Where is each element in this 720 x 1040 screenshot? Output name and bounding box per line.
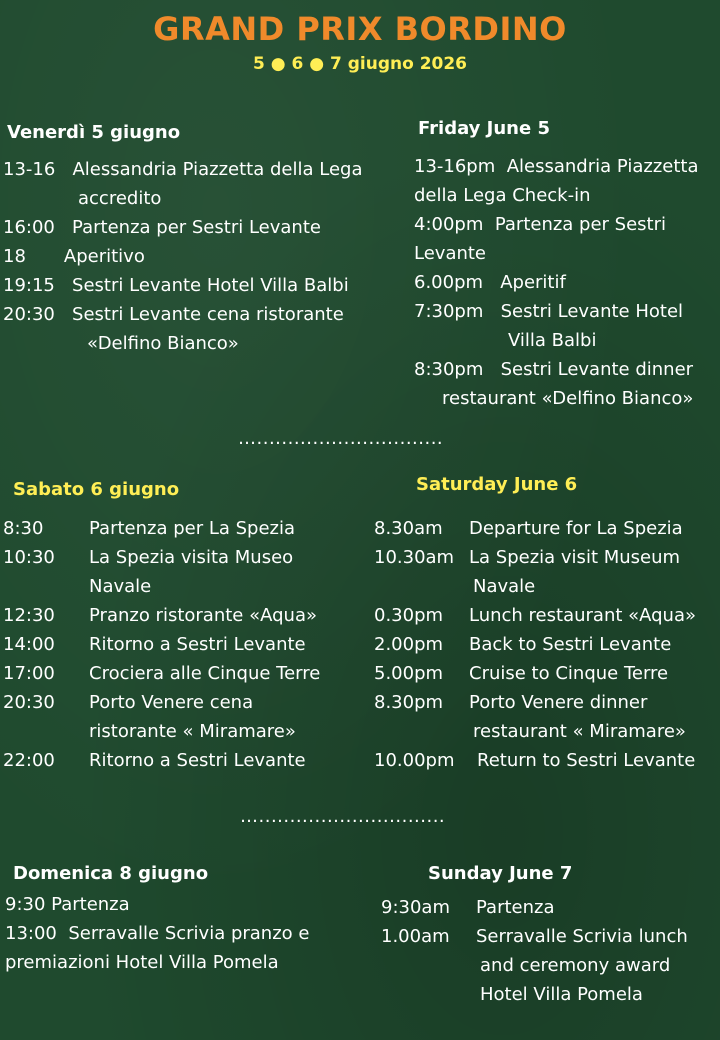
schedule-item: 5.00pm Cruise to Cinque Terre	[374, 663, 669, 684]
schedule-item: and ceremony award	[480, 955, 671, 976]
schedule-item: 13:00 Serravalle Scrivia pranzo e	[5, 923, 310, 944]
schedule-item: 20:30 Sestri Levante cena ristorante	[3, 304, 344, 325]
schedule-item: 9:30 Partenza	[5, 894, 130, 915]
schedule-item: 6.00pm Aperitif	[414, 272, 566, 293]
schedule-item: 0.30pm Lunch restaurant «Aqua»	[374, 605, 697, 626]
schedule-item: 9:30am Partenza	[381, 897, 555, 918]
schedule-item: 13-16 Alessandria Piazzetta della Lega	[3, 159, 363, 180]
schedule-item: Levante	[414, 243, 487, 264]
schedule-item: «Delfino Bianco»	[87, 333, 239, 354]
day1-it-heading: Venerdì 5 giugno	[7, 122, 181, 143]
schedule-item: Hotel Villa Pomela	[480, 984, 643, 1005]
schedule-item: 8.30pm Porto Venere dinner	[374, 692, 648, 713]
separator-1: …..............................	[238, 428, 444, 449]
schedule-item: 10:30 La Spezia visita Museo	[3, 547, 294, 568]
schedule-item: 1.00am Serravalle Scrivia lunch	[381, 926, 688, 947]
schedule-item: 19:15 Sestri Levante Hotel Villa Balbi	[3, 275, 349, 296]
day1-en-schedule	[414, 152, 699, 413]
day2-it-schedule	[3, 514, 320, 775]
schedule-item: 12:30 Pranzo ristorante «Aqua»	[3, 605, 317, 626]
schedule-item: 10.00pm Return to Sestri Levante	[374, 750, 696, 771]
page-title: GRAND PRIX BORDINO	[153, 10, 567, 48]
schedule-item: 16:00 Partenza per Sestri Levante	[3, 217, 321, 238]
day3-it-heading: Domenica 8 giugno	[13, 863, 209, 884]
schedule-item: Navale	[89, 576, 152, 597]
schedule-item: 13-16pm Alessandria Piazzetta	[414, 156, 699, 177]
event-dates: 5 ● 6 ● 7 giugno 2026	[252, 54, 468, 74]
schedule-item: 18 Aperitivo	[3, 246, 145, 267]
schedule-item: restaurant « Miramare»	[473, 721, 686, 742]
day3-en-schedule	[381, 893, 688, 1009]
schedule-item: 7:30pm Sestri Levante Hotel	[414, 301, 684, 322]
schedule-item: 8:30 Partenza per La Spezia	[3, 518, 296, 539]
day2-it-heading: Sabato 6 giugno	[13, 479, 180, 500]
schedule-item: Navale	[473, 576, 536, 597]
schedule-item: 17:00 Crociera alle Cinque Terre	[3, 663, 321, 684]
schedule-item: ristorante « Miramare»	[89, 721, 296, 742]
schedule-item: 8:30pm Sestri Levante dinner	[414, 359, 694, 380]
day1-it-schedule	[3, 155, 362, 358]
schedule-item: 10.30am La Spezia visit Museum	[374, 547, 681, 568]
schedule-item: 2.00pm Back to Sestri Levante	[374, 634, 672, 655]
day1-en-heading: Friday June 5	[418, 118, 550, 139]
schedule-item: della Lega Check-in	[414, 185, 591, 206]
day2-en-heading: Saturday June 6	[416, 474, 578, 495]
schedule-item: 14:00 Ritorno a Sestri Levante	[3, 634, 306, 655]
schedule-item: 22:00 Ritorno a Sestri Levante	[3, 750, 306, 771]
schedule-item: premiazioni Hotel Villa Pomela	[5, 952, 279, 973]
schedule-item: restaurant «Delfino Bianco»	[442, 388, 694, 409]
schedule-item: 20:30 Porto Venere cena	[3, 692, 254, 713]
separator-2: …..............................	[240, 806, 446, 827]
schedule-item: accredito	[78, 188, 162, 209]
schedule-item: Villa Balbi	[508, 330, 597, 351]
schedule-item: 8.30am Departure for La Spezia	[374, 518, 683, 539]
day2-en-schedule	[374, 514, 696, 775]
day3-en-heading: Sunday June 7	[428, 863, 573, 884]
schedule-item: 4:00pm Partenza per Sestri	[414, 214, 667, 235]
day3-it-schedule	[5, 890, 309, 977]
